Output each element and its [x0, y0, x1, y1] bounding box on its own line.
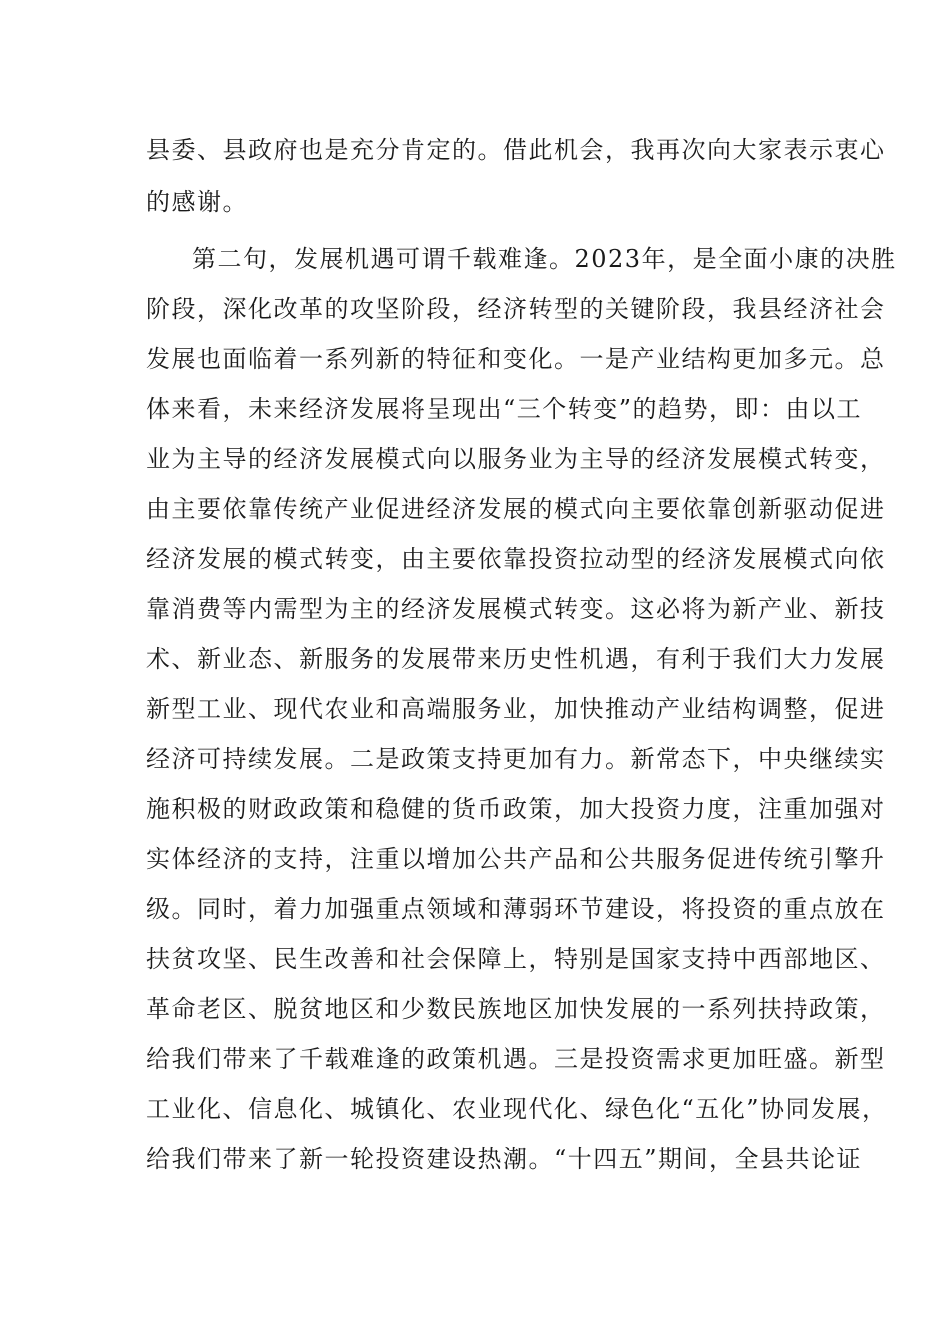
paragraph-line: 发展也面临着一系列新的特征和变化。一是产业结构更加多元。总: [146, 345, 886, 373]
paragraph-line: 经济可持续发展。二是政策支持更加有力。新常态下，中央继续实: [146, 745, 886, 773]
paragraph-line: 的感谢。: [146, 188, 248, 216]
paragraph-line: 新型工业、现代农业和高端服务业，加快推动产业结构调整，促进: [146, 695, 886, 723]
paragraph-line: 实体经济的支持，注重以增加公共产品和公共服务促进传统引擎升: [146, 845, 886, 873]
paragraph-line: 县委、县政府也是充分肯定的。借此机会，我再次向大家表示衷心: [146, 136, 886, 164]
paragraph-line: 给我们带来了新一轮投资建设热潮。“十四五”期间，全县共论证: [146, 1145, 863, 1173]
paragraph-line: 体来看，未来经济发展将呈现出“三个转变”的趋势，即：由以工: [146, 395, 863, 423]
paragraph-line: 施积极的财政政策和稳健的货币政策，加大投资力度，注重加强对: [146, 795, 886, 823]
paragraph-line: 革命老区、脱贫地区和少数民族地区加快发展的一系列扶持政策，: [146, 995, 886, 1023]
paragraph-line: 由主要依靠传统产业促进经济发展的模式向主要依靠创新驱动促进: [146, 495, 886, 523]
paragraph-line: 术、新业态、新服务的发展带来历史性机遇，有利于我们大力发展: [146, 645, 886, 673]
paragraph-line: 工业化、信息化、城镇化、农业现代化、绿色化“五化”协同发展，: [146, 1095, 888, 1123]
paragraph-line: 级。同时，着力加强重点领域和薄弱环节建设，将投资的重点放在: [146, 895, 886, 923]
paragraph-line: 经济发展的模式转变，由主要依靠投资拉动型的经济发展模式向依: [146, 545, 886, 573]
paragraph-line: 业为主导的经济发展模式向以服务业为主导的经济发展模式转变，: [146, 445, 886, 473]
paragraph-line: 阶段，深化改革的攻坚阶段，经济转型的关键阶段，我县经济社会: [146, 295, 886, 323]
paragraph-first-line: 第二句，发展机遇可谓千载难逢。2023年，是全面小康的决胜: [192, 245, 897, 273]
paragraph-line: 靠消费等内需型为主的经济发展模式转变。这必将为新产业、新技: [146, 595, 886, 623]
paragraph-line: 给我们带来了千载难逢的政策机遇。三是投资需求更加旺盛。新型: [146, 1045, 886, 1073]
paragraph-line: 扶贫攻坚、民生改善和社会保障上，特别是国家支持中西部地区、: [146, 945, 886, 973]
